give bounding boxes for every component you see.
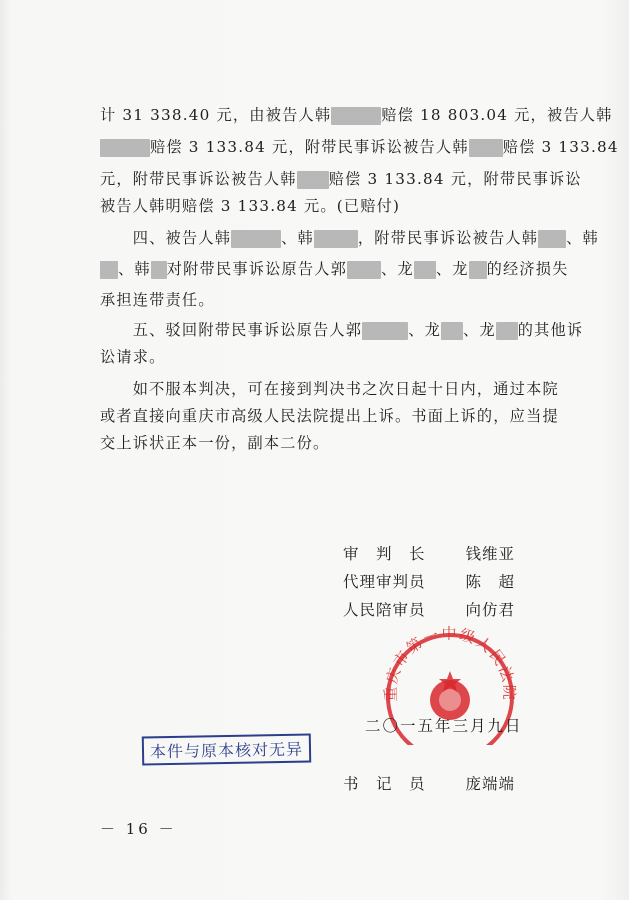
redaction xyxy=(100,261,118,279)
body-line-3: 元，附带民事诉讼被告人韩 赔偿 3 133.84 元，附带民事诉讼 xyxy=(100,170,582,188)
redaction xyxy=(297,171,329,189)
body-line-6: 、韩 对附带民事诉讼原告人郭 、龙 、龙 的经济损失 xyxy=(100,258,540,280)
signature-juror: 人民陪审员 向仿君 xyxy=(343,601,516,619)
redaction xyxy=(331,107,381,125)
body-line-1: 计 31 338.40 元，由被告人韩 赔偿 18 803.04 元，被告人韩 xyxy=(100,106,613,124)
redaction xyxy=(347,261,381,279)
body-line-12: 交上诉状正本一份，副本二份。 xyxy=(100,434,330,452)
body-line-2: 赔偿 3 133.84 元，附带民事诉讼被告人韩 赔偿 3 133.84 xyxy=(100,136,540,158)
page-number: － 16 － xyxy=(100,820,177,838)
redaction xyxy=(151,261,167,279)
copy-verification-stamp: 本件与原本核对无异 xyxy=(142,734,311,766)
body-line-5: 四、被告人韩 、韩 ，附带民事诉讼被告人韩 、韩 xyxy=(100,229,599,247)
redaction xyxy=(469,139,503,157)
redaction xyxy=(414,261,436,279)
redaction xyxy=(100,139,150,157)
judgment-date: 二〇一五年三月九日 xyxy=(365,717,523,735)
redaction xyxy=(496,322,518,340)
body-line-9: 讼请求。 xyxy=(100,348,166,366)
redaction xyxy=(469,261,487,279)
seal-text: 重庆市第一中级人民法院 xyxy=(381,625,519,702)
body-line-7: 承担连带责任。 xyxy=(100,291,215,309)
redaction xyxy=(231,230,281,248)
signature-acting-judge: 代理审判员 陈 超 xyxy=(343,573,516,591)
redaction xyxy=(314,230,358,248)
body-line-10: 如不服本判决，可在接到判决书之次日起十日内，通过本院 xyxy=(100,380,559,398)
signature-clerk: 书 记 员 庞端端 xyxy=(343,775,516,793)
body-line-11: 或者直接向重庆市高级人民法院提出上诉。书面上诉的，应当提 xyxy=(100,407,559,425)
redaction xyxy=(362,322,408,340)
redaction xyxy=(441,322,463,340)
body-line-4: 被告人韩明赔偿 3 133.84 元。(已赔付) xyxy=(100,197,401,215)
redaction xyxy=(538,230,566,248)
body-line-8: 五、驳回附带民事诉讼原告人郭 、龙 、龙 的其他诉 xyxy=(100,321,584,339)
signature-presiding-judge: 审 判 长 钱维亚 xyxy=(343,545,516,563)
